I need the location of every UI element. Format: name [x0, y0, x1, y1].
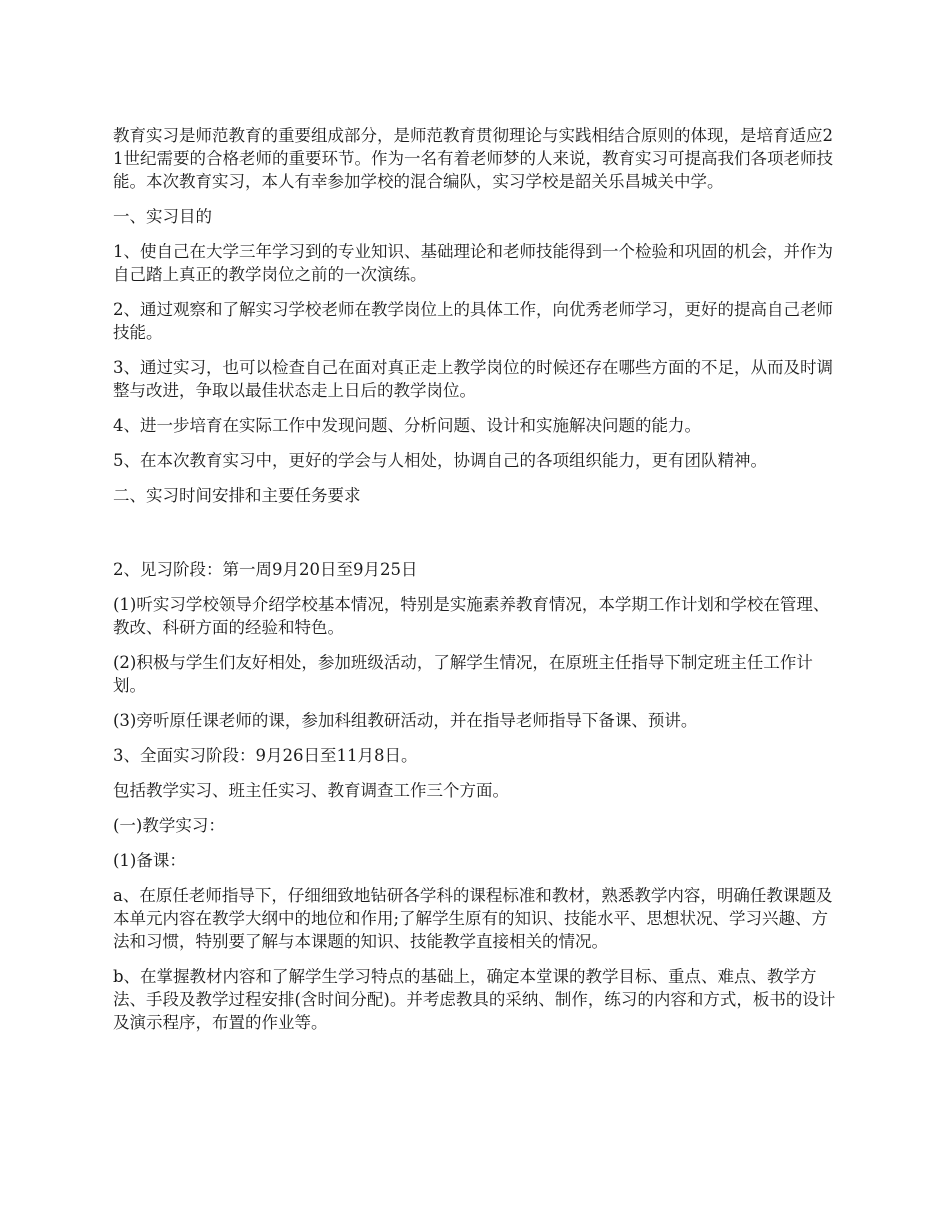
- blank-gap: [113, 519, 843, 558]
- purpose-item-2: 2、通过观察和了解实习学校老师在教学岗位上的具体工作，向优秀老师学习，更好的提高自己老师技能。: [113, 300, 833, 342]
- stage-2-item-1: (1)听实习学校领导介绍学校基本情况，特别是实施素养教育情况，本学期工作计划和学校在管理、教改、科研方面的经验和特色。: [113, 595, 830, 637]
- subheading-teaching-practice: (一)教学实习：: [113, 816, 225, 835]
- lesson-prep-item-b: b、在掌握教材内容和了解学生学习特点的基础上，确定本堂课的教学目标、重点、难点、教学方法、手段及教学过程安排(含时间分配)。并考虑教具的采纳、制作，练习的内容和方式，板书的设计及演示程序，布置的作业等。: [113, 967, 836, 1032]
- section-heading-purpose: 一、实习目的: [113, 207, 212, 226]
- document-body: [113, 124, 843, 1046]
- subheading-lesson-prep: (1)备课：: [113, 851, 186, 870]
- section-heading-schedule: 二、实习时间安排和主要任务要求: [113, 486, 361, 505]
- schedule-stage-3: 3、全面实习阶段：9月26日至11月8日。: [113, 746, 418, 765]
- purpose-item-3: 3、通过实习，也可以检查自己在面对真正走上教学岗位的时候还存在哪些方面的不足，从而及时调整与改进，争取以最佳状态走上日后的教学岗位。: [113, 358, 833, 400]
- schedule-stage-2: 2、见习阶段：第一周9月20日至9月25日: [113, 560, 418, 579]
- stage-2-item-3: (3)旁听原任课老师的课，参加科组教研活动，并在指导老师指导下备课、预讲。: [113, 711, 698, 730]
- intro-paragraph: 教育实习是师范教育的重要组成部分，是师范教育贯彻理论与实践相结合原则的体现，是培育适应21世纪需要的合格老师的重要环节。作为一名有着老师梦的人来说，教育实习可提高我们各项老师技能。本次教育实习，本人有幸参加学校的混合编队，实习学校是韶关乐昌城关中学。: [113, 126, 833, 191]
- lesson-prep-item-a: a、在原任老师指导下，仔细细致地钻研各学科的课程标准和教材，熟悉教学内容，明确任教课题及本单元内容在教学大纲中的地位和作用;了解学生原有的知识、技能水平、思想状况、学习兴趣、方法和习惯，特别要了解与本课题的知识、技能教学直接相关的情况。: [113, 886, 833, 951]
- purpose-item-5: 5、在本次教育实习中，更好的学会与人相处，协调自己的各项组织能力，更有团队精神。: [113, 451, 767, 470]
- purpose-item-4: 4、进一步培育在实际工作中发现问题、分析问题、设计和实施解决问题的能力。: [113, 416, 701, 435]
- purpose-item-1: 1、使自己在大学三年学习到的专业知识、基础理论和老师技能得到一个检验和巩固的机会，并作为自己踏上真正的教学岗位之前的一次演练。: [113, 242, 833, 284]
- stage-3-summary: 包括教学实习、班主任实习、教育调查工作三个方面。: [113, 781, 509, 800]
- stage-2-item-2: (2)积极与学生们友好相处，参加班级活动，了解学生情况，在原班主任指导下制定班主任工作计划。: [113, 653, 813, 695]
